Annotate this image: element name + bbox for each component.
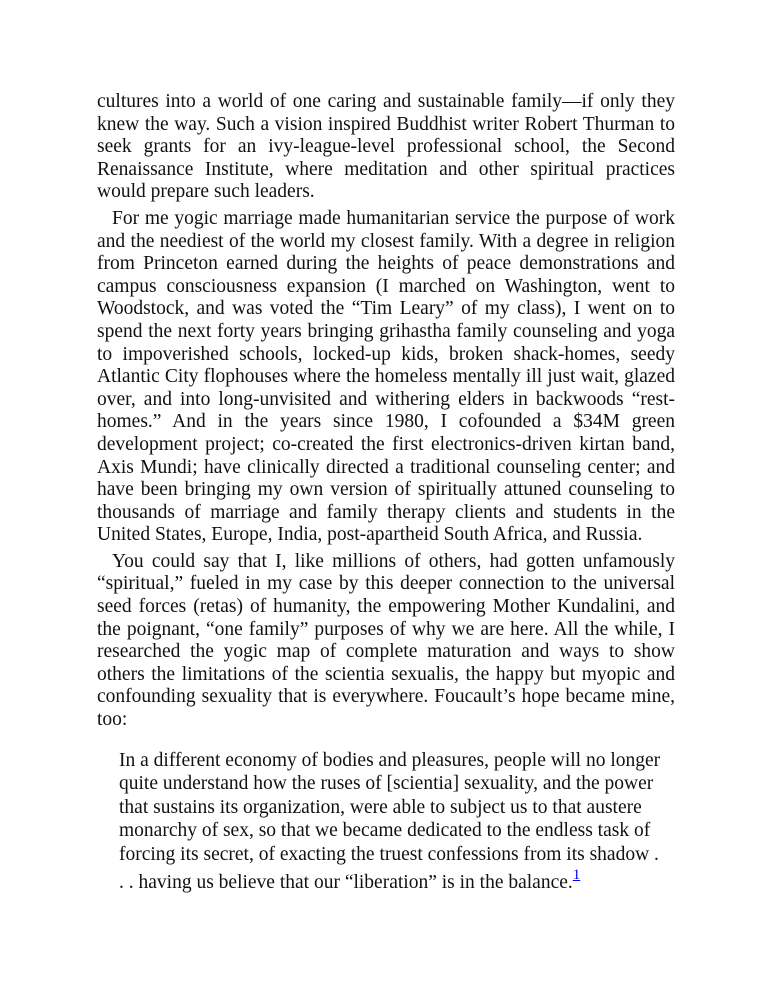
paragraph-2: For me yogic marriage made humanitarian service the purpose of work and the neediest of the world my closest family. With a degree in religion from Princeton earned during the heights of peace demonstrations and campus consciousness expansion (I marched on Washington, went to Woodstock, and was voted the “Tim Leary” of my class), I went on to spend the next forty years bringing grihastha family counseling and yoga to impoverished schools, locked-up kids, broken shack-homes, seedy Atlantic City flophouses where the homeless mentally ill just wait, glazed over, and into long-unvisited and withering elders in backwoods “rest-homes.” And in the years since 1980, I cofounded a $34M green development project; co-created the first electronics-driven kirtan band, Axis Mundi; have clinically directed a traditional counseling center; and have been bringing my own version of spiritually attuned counseling to thousands of marriage and family therapy clients and students in the United States, Europe, India, post-apartheid South Africa, and Russia. [97, 207, 675, 546]
quote-line: that sustains its organization, were able to subject us to that austere [119, 796, 642, 818]
paragraph-3: You could say that I, like millions of others, had gotten unfamously “spiritual,” fueled in my case by this deeper connection to the universal seed forces (retas) of humanity, the empowering Mother Kundalini, and the poignant, “one family” purposes of why we are here. All the while, I researched the yogic map of complete maturation and ways to show others the limitations of the scientia sexualis, the happy but myopic and confounding sexuality that is everywhere. Foucault’s hope became mine, too: [97, 550, 675, 731]
quote-last-line-text: . . having us believe that our “liberation” is in the balance. [119, 871, 573, 893]
quote-line: quite understand how the ruses of [scientia] sexuality, and the power [119, 773, 654, 795]
quote-line: In a different economy of bodies and pleasures, people will no longer [119, 749, 661, 771]
quote-last-line [119, 866, 653, 895]
block-quote [119, 749, 661, 895]
quote-line: monarchy of sex, so that we became dedicated to the endless task of [119, 820, 651, 842]
footnote-link[interactable]: 1 [572, 866, 581, 883]
paragraph-1: cultures into a world of one caring and sustainable family—if only they knew the way. Such a vision inspired Buddhist writer Robert Thurman to seek grants for an ivy-league-level professional school, the Second Renaissance Institute, where meditation and other spiritual practices would prepare such leaders. [97, 91, 675, 203]
quote-line: forcing its secret, of exacting the truest confessions from its shadow . [119, 844, 659, 865]
page-body [97, 91, 675, 894]
